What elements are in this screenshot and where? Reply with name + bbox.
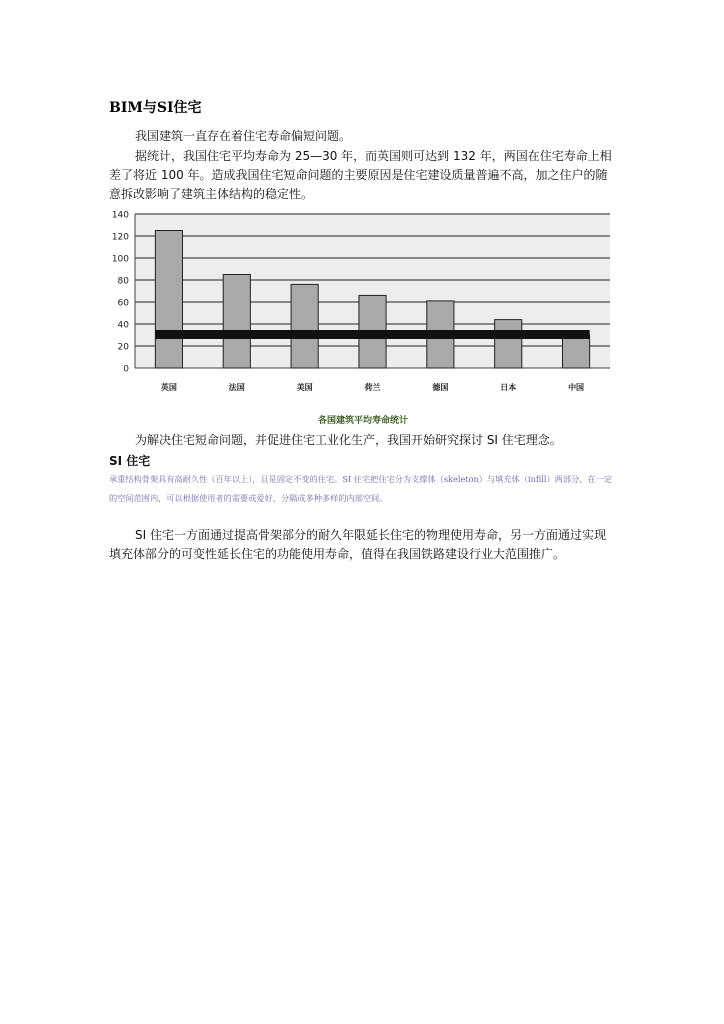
average-band — [155, 330, 589, 339]
paragraph-conclusion: SI 住宅一方面通过提高骨架部分的耐久年限延长住宅的物理使用寿命，另一方面通过实现填充体部分的可变性延长住宅的功能使用寿命，值得在我国铁路建设行业大范围推广。 — [109, 528, 606, 561]
y-tick-label: 120 — [111, 232, 129, 243]
paragraph-statistics: 据统计，我国住宅平均寿命为 25—30 年，而英国则可达到 132 年，两国在住宅寿命上相差了将近 100 年。造成我国住宅短命问题的主要原因是住宅建设质量普遍不高，加之住户的随意拆改影响了建筑主体结构的稳定性。 — [109, 149, 612, 201]
x-tick-label: 荷兰 — [364, 383, 381, 392]
bar — [155, 231, 182, 369]
bar — [291, 284, 318, 368]
bar — [223, 275, 250, 369]
x-tick-label: 中国 — [568, 383, 585, 392]
y-tick-label: 140 — [111, 210, 129, 221]
bar — [495, 320, 522, 368]
x-tick-label: 德国 — [432, 383, 449, 392]
y-tick-label: 0 — [123, 364, 129, 375]
paragraph-si-intro: 为解决住宅短命问题，并促进住宅工业化生产，我国开始研究探讨 SI 住宅理念。 — [135, 433, 562, 447]
x-tick-label: 日本 — [500, 383, 517, 392]
x-tick-label: 美国 — [296, 383, 313, 392]
y-tick-label: 40 — [117, 320, 129, 331]
si-subheading: SI 住宅 — [109, 454, 151, 468]
y-tick-label: 100 — [111, 254, 129, 265]
si-definition-note: 承重结构骨架具有高耐久性（百年以上），且是固定不变的住宅。SI 住宅把住宅分为支撑体（skeleton）与填充体（infill）两部分。在一定的空间范围内，可以根据使用者的需要或爱好，分隔成多种多样的内部空间。 — [109, 474, 613, 503]
x-tick-label: 英国 — [160, 383, 177, 392]
y-tick-label: 60 — [117, 298, 129, 309]
y-tick-label: 20 — [117, 342, 129, 353]
paragraph-intro: 我国建筑一直存在着住宅寿命偏短问题。 — [135, 129, 352, 143]
x-tick-label: 法国 — [228, 383, 245, 392]
chart-caption: 各国建筑平均寿命统计 — [317, 416, 408, 426]
lifespan-bar-chart — [109, 207, 617, 403]
y-tick-label: 80 — [117, 276, 129, 287]
bar — [563, 335, 590, 368]
section-heading: BIM与SI住宅 — [109, 100, 202, 116]
